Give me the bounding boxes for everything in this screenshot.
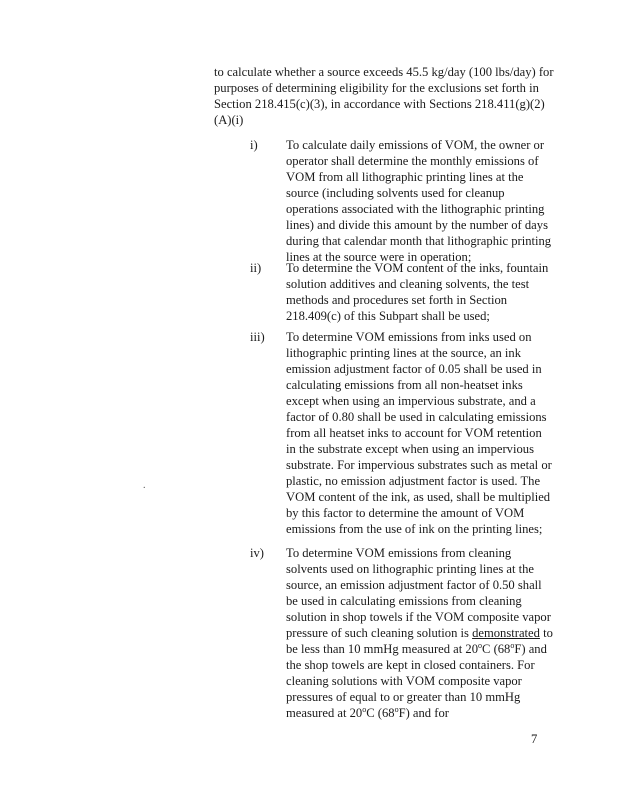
page-number: 7 — [531, 732, 538, 746]
item-text-part: To determine VOM emissions from cleaning solvents used on lithographic printing lines at the source, an emission adjustment factor of 0.50 shall be used in calculating emissions from cleaning solution in shop towels if the VOM composite vapor pressure of such cleaning solution is — [286, 546, 551, 640]
item-text-part: to be less than 10 mmHg measured at 20 — [286, 626, 553, 656]
degree-mark: o — [394, 704, 399, 714]
item-number: ii) — [250, 261, 262, 275]
item-text — [286, 545, 554, 721]
item-number: iii) — [250, 330, 265, 344]
item-text-part: C (68 — [366, 706, 395, 720]
degree-mark: o — [362, 704, 367, 714]
item-text-part: F) and for — [398, 706, 449, 720]
margin-mark: . — [143, 480, 146, 491]
degree-mark: o — [478, 640, 483, 650]
item-text: To calculate daily emissions of VOM, the owner or operator shall determine the monthly emissions of VOM from all lithographic printing lines at the source (including solvents used for cleanup operations associated with the lithographic printing lines) and divide this amount by the number of days during that calendar month that lithographic printing lines at the source were in operation; — [286, 138, 552, 264]
item-text-part: F) and the shop towels are kept in closed containers. For cleaning solutions with VOM composite vapor pressures of equal to or greater than 10 mmHg measured at 20 — [286, 642, 547, 720]
item-number: i) — [250, 138, 258, 152]
item-number: iv) — [250, 546, 264, 560]
item-text: To determine the VOM content of the inks, fountain solution additives and cleaning solvents, the test methods and procedures set forth in Section 218.409(c) of this Subpart shall be used; — [286, 261, 549, 323]
underlined-word: demonstrated — [472, 626, 540, 640]
item-text-part: C (68 — [482, 642, 511, 656]
intro-paragraph: to calculate whether a source exceeds 45.5 kg/day (100 lbs/day) for purposes of determining eligibility for the exclusions set forth in Section 218.415(c)(3), in accordance with Sections 218.411(g)(2)(A)(i) — [214, 65, 554, 127]
degree-mark: o — [510, 640, 515, 650]
item-text: To determine VOM emissions from inks used on lithographic printing lines at the source, an ink emission adjustment factor of 0.05 shall be used in calculating emissions from all non-heatset inks except when using an impervious substrate, and a factor of 0.80 shall be used in calculating emissions from all heatset inks to account for VOM retention in the substrate except when using an impervious substrate. For impervious substrates such as metal or plastic, no emission adjustment factor is used. The VOM content of the ink, as used, shall be multiplied by this factor to determine the amount of VOM emissions from the use of ink on the printing lines; — [286, 330, 552, 536]
